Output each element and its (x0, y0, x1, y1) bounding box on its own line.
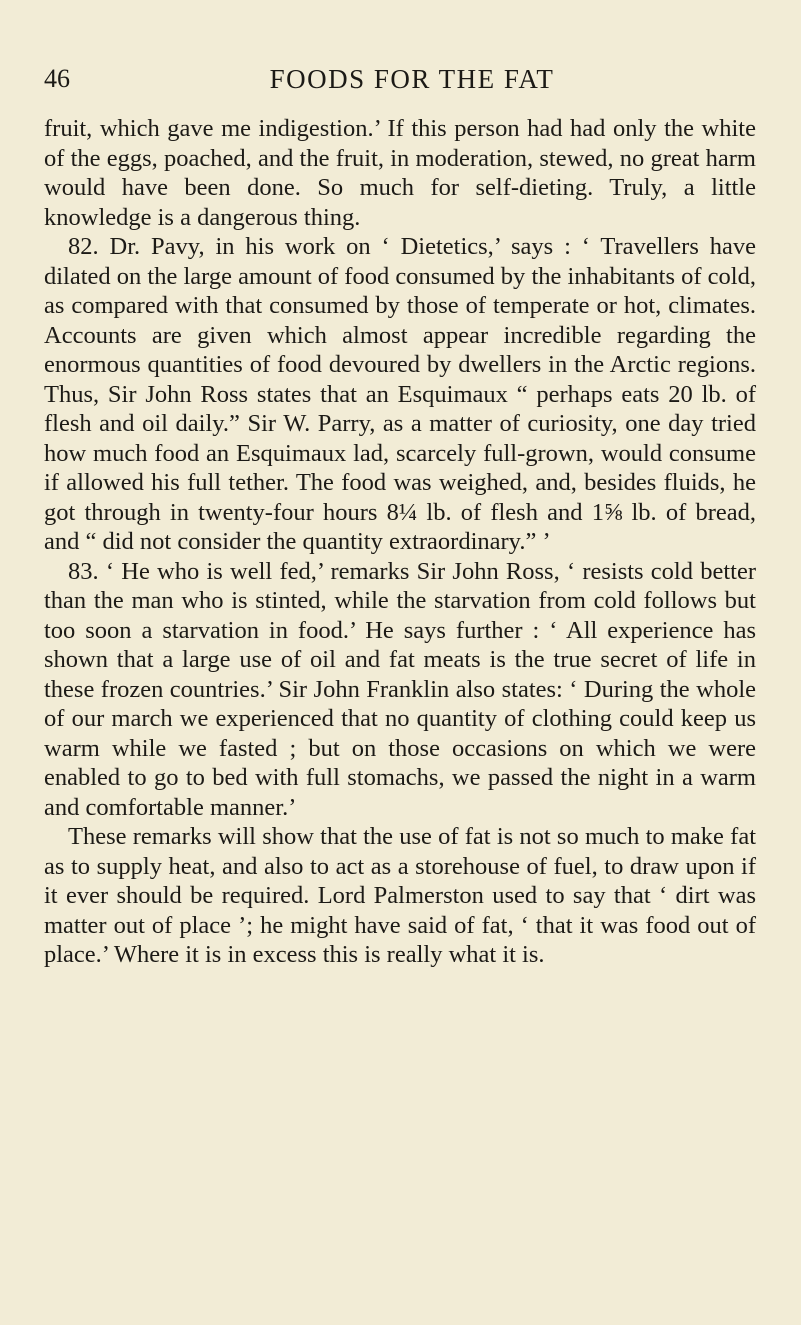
running-head (44, 62, 756, 96)
paragraph-number: 82. (68, 233, 99, 260)
paragraph-number: 83. (68, 557, 99, 585)
page-number: 46 (44, 64, 70, 93)
body-text (44, 114, 756, 970)
paragraph-continuation (44, 114, 756, 232)
paragraph-conclusion (44, 822, 756, 970)
paragraph-text: These remarks will show that the use of fat is not so much to make fat as to supply heat, and also to act as a storehouse of fuel, to draw upon if it ever should be required. Lord Palmerston used to say that ‘ dirt was matter out of place ’; he might have said of fat, ‘ that it was food out of place.’ Where it is in excess this is really what it is. (44, 823, 756, 968)
running-head-title: FOODS FOR THE FAT (269, 64, 555, 94)
paragraph-text: fruit, which gave me indigestion.’ If this person had had only the white of the eggs, poached, and the fruit, in moderation, stewed, no great harm would have been done. So much for self-dieting. Truly, a little knowledge is a dangerous thing. (44, 115, 756, 231)
paragraph-82 (44, 232, 756, 557)
paragraph-83 (44, 557, 756, 823)
paragraph-text: Dr. Pavy, in his work on ‘ Dietetics,’ says : ‘ Travellers have dilated on the large amount of food consumed by the inhabitants of cold, as compared with that consumed by those of temperate or hot, climates. Accounts are given which almost appear incredible regarding the enormous quantities of food devoured by dwellers in the Arctic regions. Thus, Sir John Ross states that an Esquimaux “ perhaps eats 20 lb. of flesh and oil daily.” Sir W. Parry, as a matter of curiosity, one day tried how much food an Esquimaux lad, scarcely full-grown, would consume if allowed his full tether. The food was weighed, and, besides fluids, he got through in twenty-four hours 8¼ lb. of flesh and 1⅝ lb. of bread, and “ did not consider the quantity extraordinary.” ’ (44, 233, 757, 555)
paragraph-text: ‘ He who is well fed,’ remarks Sir John Ross, ‘ resists cold better than the man who is stinted, while the starvation from cold follows but too soon a starvation in food.’ He says further : ‘ All experience has shown that a large use of oil and fat meats is the true secret of life in these frozen countries.’ Sir John Franklin also states: ‘ During the whole of our march we experienced that no quantity of clothing could keep us warm while we fasted ; but on those occasions on which we were enabled to go to bed with full stomachs, we passed the night in a warm and comfortable manner.’ (44, 557, 756, 821)
